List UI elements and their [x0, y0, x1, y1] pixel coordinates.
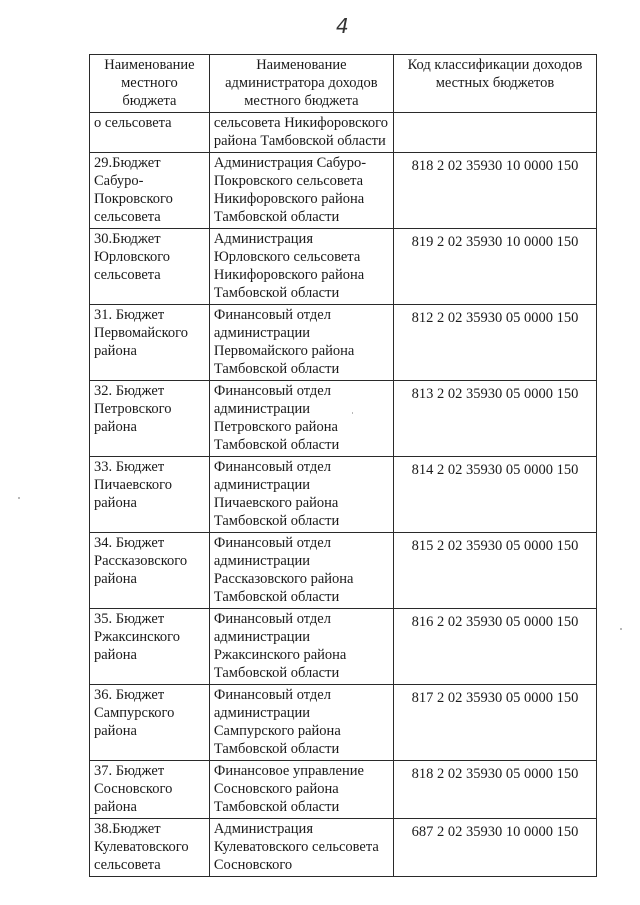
page-number: 4 [336, 14, 349, 38]
code-cell: 815 2 02 35930 05 0000 150 [393, 533, 596, 609]
administrator-cell: Финансовый отдел администрации Рассказовского района Тамбовской области [209, 533, 393, 609]
code-cell: 814 2 02 35930 05 0000 150 [393, 457, 596, 533]
scan-speck [620, 628, 622, 630]
header-budget-name: Наименование местного бюджета [90, 55, 210, 113]
code-cell: 819 2 02 35930 10 0000 150 [393, 229, 596, 305]
administrator-cell: Финансовый отдел администрации Пичаевского района Тамбовской области [209, 457, 393, 533]
table-row [90, 761, 597, 819]
budget-name-cell: о сельсовета [90, 113, 210, 153]
scan-speck [352, 412, 353, 414]
administrator-cell: Администрация Кулеватовского сельсовета Сосновского [209, 819, 393, 877]
budget-name-cell: 34. Бюджет Рассказовского района [90, 533, 210, 609]
table-row [90, 819, 597, 877]
administrator-cell: Финансовый отдел администрации Сампурского района Тамбовской области [209, 685, 393, 761]
table-row [90, 685, 597, 761]
budget-name-cell: 35. Бюджет Ржаксинского района [90, 609, 210, 685]
table-header-row [90, 55, 597, 113]
budget-name-cell: 31. Бюджет Первомайского района [90, 305, 210, 381]
scan-speck [18, 497, 20, 499]
table-row [90, 153, 597, 229]
budget-name-cell: 38.Бюджет Кулеватовского сельсовета [90, 819, 210, 877]
table-row [90, 113, 597, 153]
budget-name-cell: 37. Бюджет Сосновского района [90, 761, 210, 819]
budget-name-cell: 30.Бюджет Юрловского сельсовета [90, 229, 210, 305]
code-cell: 818 2 02 35930 10 0000 150 [393, 153, 596, 229]
administrator-cell: сельсовета Никифоровского района Тамбовской области [209, 113, 393, 153]
administrator-cell: Финансовый отдел администрации Петровского района Тамбовской области [209, 381, 393, 457]
header-classification-code: Код классификации доходов местных бюджетов [393, 55, 596, 113]
code-cell: 816 2 02 35930 05 0000 150 [393, 609, 596, 685]
table-row [90, 609, 597, 685]
budget-name-cell: 29.Бюджет Сабуро-Покровского сельсовета [90, 153, 210, 229]
administrator-cell: Финансовый отдел администрации Ржаксинского района Тамбовской области [209, 609, 393, 685]
budget-name-cell: 32. Бюджет Петровского района [90, 381, 210, 457]
table-row [90, 381, 597, 457]
table-row [90, 305, 597, 381]
table-row [90, 457, 597, 533]
budget-table [89, 54, 597, 877]
code-cell: 813 2 02 35930 05 0000 150 [393, 381, 596, 457]
administrator-cell: Финансовый отдел администрации Первомайского района Тамбовской области [209, 305, 393, 381]
budget-name-cell: 33. Бюджет Пичаевского района [90, 457, 210, 533]
budget-name-cell: 36. Бюджет Сампурского района [90, 685, 210, 761]
header-administrator-name: Наименование администратора доходов местного бюджета [209, 55, 393, 113]
code-cell: 812 2 02 35930 05 0000 150 [393, 305, 596, 381]
code-cell [393, 113, 596, 153]
code-cell: 817 2 02 35930 05 0000 150 [393, 685, 596, 761]
table-row [90, 533, 597, 609]
administrator-cell: Администрация Сабуро-Покровского сельсовета Никифоровского района Тамбовской области [209, 153, 393, 229]
administrator-cell: Финансовое управление Сосновского района Тамбовской области [209, 761, 393, 819]
code-cell: 687 2 02 35930 10 0000 150 [393, 819, 596, 877]
table-row [90, 229, 597, 305]
code-cell: 818 2 02 35930 05 0000 150 [393, 761, 596, 819]
administrator-cell: Администрация Юрловского сельсовета Никифоровского района Тамбовской области [209, 229, 393, 305]
